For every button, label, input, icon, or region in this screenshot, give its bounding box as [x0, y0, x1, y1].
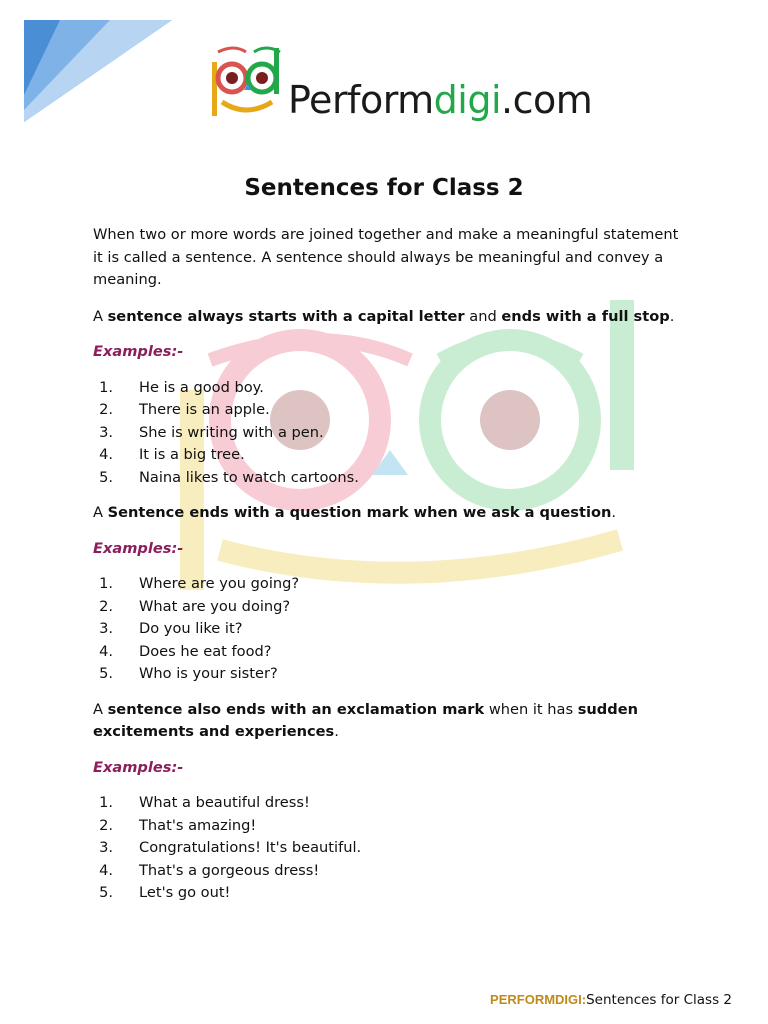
examples-list	[93, 792, 683, 905]
list-item-text: That's a gorgeous dress!	[139, 861, 320, 879]
brand-highlight: digi	[433, 78, 502, 122]
list-number: 3.	[99, 839, 113, 856]
list-item	[93, 422, 683, 445]
list-item-text: Who is your sister?	[139, 665, 278, 682]
list-item-text: There is an apple.	[139, 401, 270, 418]
list-item	[93, 882, 683, 905]
rule-text: .	[669, 307, 675, 325]
list-item	[93, 573, 683, 596]
list-item	[93, 596, 683, 619]
list-item	[93, 837, 683, 860]
footer-brand: PERFORMDIGI:	[490, 992, 587, 1007]
document-body	[93, 224, 683, 918]
list-item-text: That's amazing!	[139, 816, 257, 834]
site-brand	[288, 78, 592, 122]
examples-list	[93, 377, 683, 490]
list-number: 3.	[99, 423, 113, 441]
list-number: 1.	[99, 575, 113, 592]
list-item	[93, 815, 683, 838]
list-item-text: Congratulations! It's beautiful.	[139, 839, 362, 856]
rule-bold-text: Sentence ends with a question mark when we ask a question	[107, 504, 612, 521]
list-item-text: Does he eat food?	[139, 642, 272, 660]
rule-exclamation-mark	[93, 699, 683, 744]
list-item-text: It is a big tree.	[139, 446, 245, 463]
list-item-text: He is a good boy.	[139, 378, 264, 396]
examples-label: Examples:-	[93, 758, 184, 776]
list-item	[93, 399, 683, 422]
list-item	[93, 618, 683, 641]
list-item	[93, 641, 683, 664]
examples-list	[93, 573, 683, 686]
list-number: 1.	[99, 378, 113, 396]
examples-label: Examples:-	[93, 343, 184, 360]
corner-decoration	[0, 0, 180, 130]
list-number: 4.	[99, 446, 113, 463]
rule-text: and	[464, 307, 502, 325]
list-item-text: She is writing with a pen.	[139, 423, 324, 441]
list-number: 5.	[99, 665, 113, 682]
list-item	[93, 792, 683, 815]
rule-bold-text: sentence always starts with a capital letter	[107, 307, 465, 325]
rule-question-mark	[93, 502, 683, 525]
rule-bold-text: ends with a full stop	[501, 307, 670, 325]
list-number: 2.	[99, 401, 113, 418]
rule-text: A	[93, 307, 108, 325]
list-number: 2.	[99, 816, 113, 834]
list-item-text: What a beautiful dress!	[139, 794, 310, 811]
rule-text: .	[334, 723, 339, 740]
list-number: 2.	[99, 597, 113, 615]
list-item-text: Do you like it?	[139, 620, 243, 637]
intro-paragraph: When two or more words are joined together and make a meaningful statement it is called a sentence. A sentence should always be meaningful and convey a meaning.	[93, 226, 679, 288]
rule-bold-text: sudden excitements and experiences	[93, 700, 638, 740]
list-number: 1.	[99, 794, 113, 811]
list-item-text: Where are you going?	[139, 575, 300, 592]
footer-doc-title: Sentences for Class 2	[586, 992, 732, 1008]
list-item-text: What are you doing?	[139, 597, 291, 615]
rule-capital-full-stop	[93, 306, 683, 329]
rule-text: A	[93, 504, 108, 521]
rule-bold-text: sentence also ends with an exclamation mark	[107, 700, 485, 718]
list-item	[93, 377, 683, 400]
list-number: 5.	[99, 468, 113, 486]
list-number: 3.	[99, 620, 113, 637]
brand-suffix: .com	[501, 78, 593, 122]
pd-logo-icon	[208, 44, 288, 120]
rule-text: .	[611, 504, 617, 521]
list-item	[93, 444, 683, 467]
list-number: 4.	[99, 642, 113, 660]
page-footer	[490, 992, 732, 1008]
list-item	[93, 860, 683, 883]
list-item	[93, 467, 683, 490]
list-number: 5.	[99, 884, 113, 901]
brand-prefix: Perform	[288, 78, 434, 122]
list-item-text: Naina likes to watch cartoons.	[139, 468, 359, 486]
list-item	[93, 663, 683, 686]
examples-label: Examples:-	[93, 539, 184, 557]
list-number: 4.	[99, 861, 113, 879]
rule-text: when it has	[484, 700, 578, 718]
rule-text: A	[93, 700, 108, 718]
list-item-text: Let's go out!	[139, 884, 231, 901]
page-title: Sentences for Class 2	[244, 175, 524, 201]
